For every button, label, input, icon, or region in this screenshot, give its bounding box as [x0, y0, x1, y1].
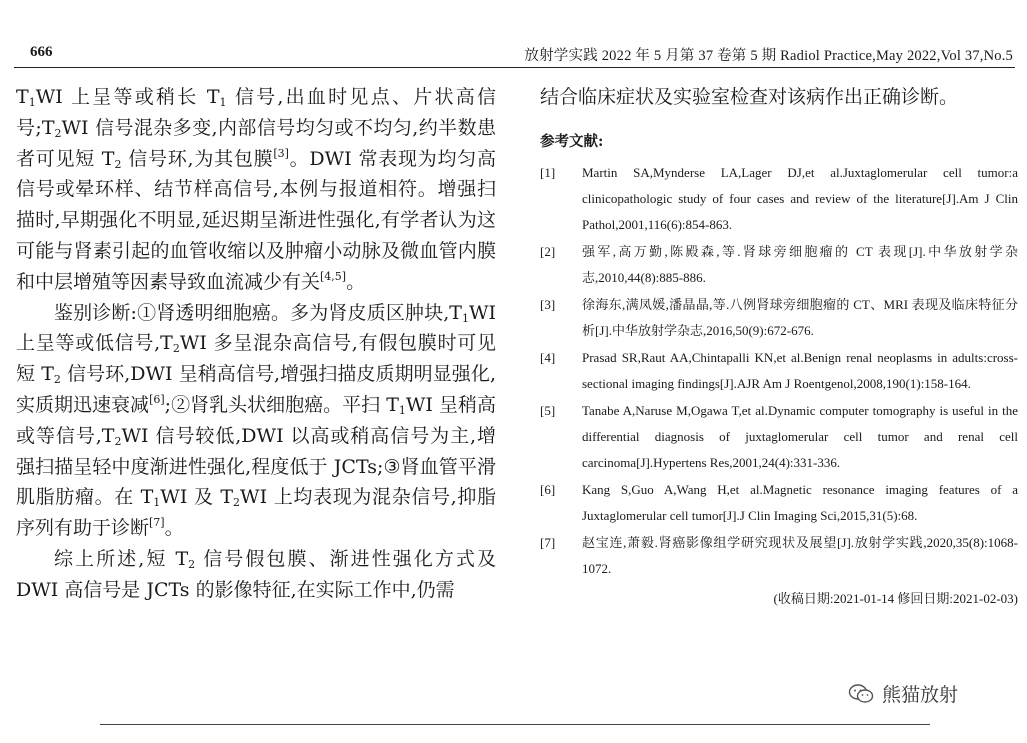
reference-text: 徐海东,满凤媛,潘晶晶,等.八例肾球旁细胞瘤的 CT、MRI 表现及临床特征分析[J].中华放射学杂志,2016,50(9):672-676.: [582, 297, 1018, 338]
received-revised-dates: (收稿日期:2021-01-14 修回日期:2021-02-03): [773, 591, 1018, 606]
reference-number: [7]: [540, 535, 556, 550]
reference-number: [3]: [540, 297, 556, 312]
references-heading: 参考文献:: [540, 133, 604, 150]
left-column: [16, 82, 496, 606]
reference-number: [5]: [540, 403, 556, 418]
reference-text: 强军,高万勤,陈殿森,等.肾球旁细胞瘤的 CT 表现[J].中华放射学杂志,2010,44(8):885-886.: [582, 244, 1018, 285]
page-header: [0, 0, 1027, 70]
right-column: [540, 82, 1018, 607]
journal-header: 放射学实践 2022 年 5 月第 37 卷第 5 期 Radiol Practice,May 2022,Vol 37,No.5: [524, 48, 1013, 64]
reference-item: [540, 160, 1018, 238]
citation: [4,5]: [320, 269, 347, 283]
reference-text: Martin SA,Mynderse LA,Lager DJ,et al.Juxtaglomerular cell tumor:a clinicopathologic study of four cases and review of the literature[J].Am J Clin Pathol,2001,116(6):854-863.: [582, 165, 1018, 232]
citation: [7]: [149, 516, 165, 530]
reference-number: [1]: [540, 165, 556, 180]
reference-item: [540, 530, 1018, 582]
citation: [3]: [273, 146, 289, 160]
page-number: 666: [30, 44, 53, 60]
wechat-icon: [848, 683, 874, 705]
reference-item: [540, 345, 1018, 397]
paragraph-summary: 综上所述,短 $T_2$ 信号假包膜、渐进性强化方式及 DWI 高信号是 JCTs 的影像特征,在实际工作中,仍需: [16, 547, 496, 601]
reference-text: Tanabe A,Naruse M,Ogawa T,et al.Dynamic computer tomography is useful in the differential diagnosis of juxtaglomerular cell tumor and renal cell carcinoma[J].Hypertens Res,2001,24(4):331-336.: [582, 403, 1018, 470]
reference-text: Prasad SR,Raut AA,Chintapalli KN,et al.Benign renal neoplasms in adults:cross-sectional imaging findings[J].AJR Am J Roentgenol,2008,190(1):158-164.: [582, 350, 1018, 391]
reference-item: [540, 398, 1018, 476]
reference-text: 赵宝连,萧毅.肾癌影像组学研究现状及展望[J].放射学实践,2020,35(8):1068-1072.: [582, 535, 1018, 576]
citation: [6]: [149, 392, 165, 406]
watermark-text: 熊猫放射: [882, 684, 959, 706]
reference-list: [540, 160, 1018, 582]
header-rule: [14, 67, 1015, 68]
reference-number: [2]: [540, 244, 556, 259]
reference-number: [4]: [540, 350, 556, 365]
reference-number: [6]: [540, 482, 556, 497]
reference-text: Kang S,Guo A,Wang H,et al.Magnetic resonance imaging features of a Juxtaglomerular cell tumor[J].J Clin Imaging Sci,2015,31(5):68.: [582, 482, 1018, 523]
paragraph-continuation: 结合临床症状及实验室检查对该病作出正确诊断。: [540, 86, 959, 108]
reference-item: [540, 239, 1018, 291]
paragraph-differential-diagnosis: 鉴别诊断:①肾透明细胞癌。多为肾皮质区肿块$,T_1WI$ 上呈等或低信号$,T_2WI$ 多呈混杂高信号,有假包膜时可见短 $T_2$ 信号环,DWI 呈稍高信号,增强扫描皮质期明显强化,实质期迅速衰减[6];②肾乳头状细胞癌。平扫 $T_1WI$ 呈稍高或等信号$,T_2WI$ 信号较低,DWI 以高或稍高信号为主,增强扫描呈轻中度渐进性强化,程度低于 JCTs;③肾血管平滑肌脂肪瘤。在 $T_1WI$ 及 $T_2WI$ 上均表现为混杂信号,抑脂序列有助于诊断[7]。: [16, 301, 497, 540]
reference-item: [540, 292, 1018, 344]
footer-rule: [100, 724, 930, 725]
paragraph-imaging-findings: $T_1WI$ 上呈等或稍长 $T_1$ 信号,出血时见点、片状高信号$;T_2WI$ 信号混杂多变,内部信号均匀或不均匀,约半数患者可见短 $T_2$ 信号环,为其包膜[3]。DWI 常表现为均匀高信号或晕环样、结节样高信号,本例与报道相符。增强扫描时,早期强化不明显,延迟期呈渐进性强化,有学者认为这可能与肾素引起的血管收缩以及肿瘤小动脉及微血管内膜和中层增殖等因素导致血流减少有关[4,5]。: [16, 86, 496, 293]
reference-item: [540, 477, 1018, 529]
watermark: [848, 680, 958, 707]
